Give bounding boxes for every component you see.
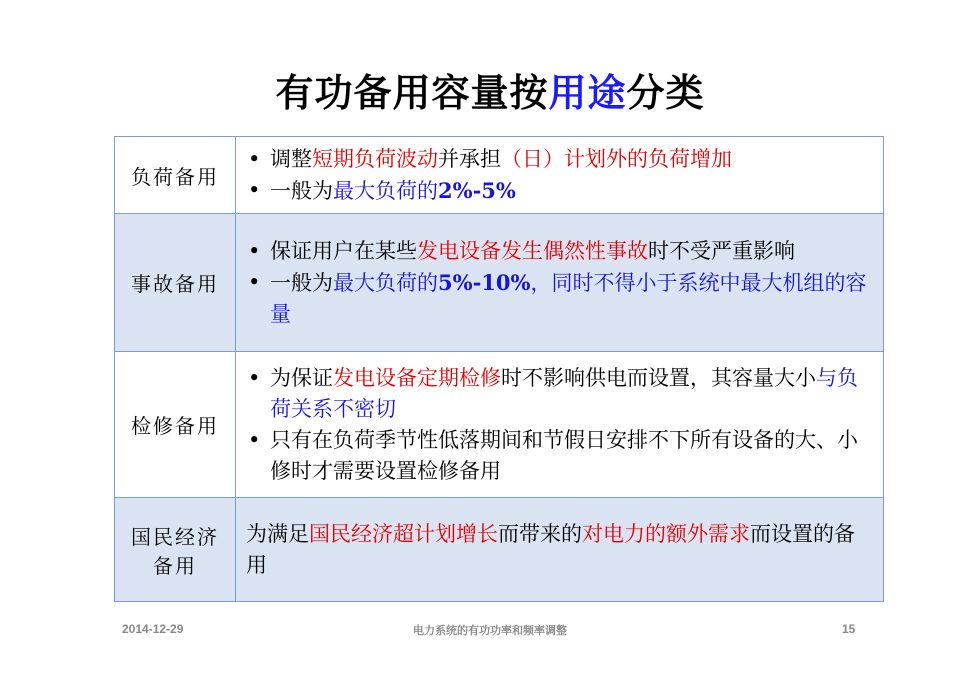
list-item: • 为保证发电设备定期检修时不影响供电而设置，其容量大小与负荷关系不密切 xyxy=(242,363,875,425)
list-item: • 只有在负荷季节性低落期间和节假日安排不下所有设备的大、小修时才需要设置检修备用 xyxy=(242,425,875,487)
reserve-table xyxy=(114,136,884,602)
bullet-icon: • xyxy=(248,269,261,294)
footer-title: 电力系统的有功功率和频率调整 xyxy=(413,625,567,637)
table-row xyxy=(115,352,884,498)
list-item: • 一般为最大负荷的5%-10%，同时不得小于系统中最大机组的容量 xyxy=(242,267,875,330)
row-label: 国民经济 备用 xyxy=(115,498,236,602)
footer-date: 2014-12-29 xyxy=(122,622,184,636)
title-text: 有功备用容量按 xyxy=(275,71,549,115)
page-title xyxy=(0,62,980,117)
row-content xyxy=(236,352,884,498)
title-highlight: 用途 xyxy=(548,71,627,115)
bullet-icon: • xyxy=(248,146,261,171)
list-item: • 保证用户在某些发电设备发生偶然性事故时不受严重影响 xyxy=(242,236,875,267)
row-label: 事故备用 xyxy=(115,214,236,352)
row-content xyxy=(236,214,884,352)
list-item: • 一般为最大负荷的2%-5% xyxy=(242,175,875,207)
page-number: 15 xyxy=(842,622,856,636)
table-row xyxy=(115,214,884,352)
row-content xyxy=(236,137,884,214)
row-label: 负荷备用 xyxy=(115,137,236,214)
row-content: 为满足国民经济超计划增长而带来的对电力的额外需求而设置的备用 xyxy=(236,498,884,602)
bullet-icon: • xyxy=(248,365,261,390)
bullet-icon: • xyxy=(248,427,261,452)
table-row xyxy=(115,137,884,214)
bullet-icon: • xyxy=(248,177,261,202)
row-label: 检修备用 xyxy=(115,352,236,498)
table-row xyxy=(115,498,884,602)
list-item: • 调整短期负荷波动并承担（日）计划外的负荷增加 xyxy=(242,144,875,175)
title-tail: 分类 xyxy=(626,71,705,115)
bullet-icon: • xyxy=(248,238,261,263)
